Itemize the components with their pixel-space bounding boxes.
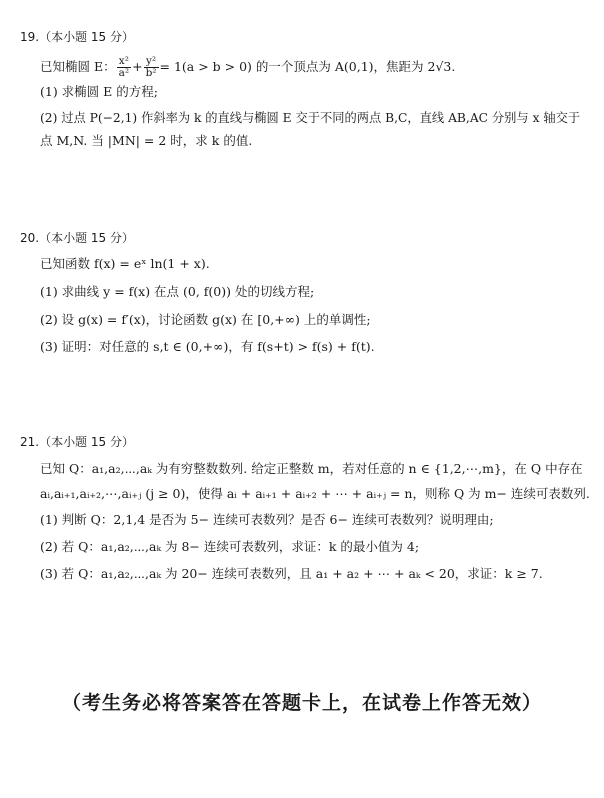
problem-21-q2: (2) 若 Q：a₁,a₂,⋯,aₖ 为 8− 连续可表数列，求证：k 的最小值为 4; — [40, 539, 420, 554]
fraction-x — [117, 56, 131, 79]
problem-20-q2: (2) 设 g(x) = f′(x)，讨论函数 g(x) 在 [0,+∞) 上的单调性; — [40, 312, 371, 327]
problem-21-stem-line2: aᵢ,aᵢ₊₁,aᵢ₊₂,⋯,aᵢ₊ⱼ (j ≥ 0)，使得 aᵢ + aᵢ₊₁ + aᵢ₊₂ + ⋯ + aᵢ₊ⱼ = n，则称 Q 为 m− 连续可表数列. — [40, 486, 590, 501]
problem-21-heading — [20, 434, 134, 450]
problem-21-q3: (3) 若 Q：a₁,a₂,⋯,aₖ 为 20− 连续可表数列，且 a₁ + a₂ + ⋯ + aₖ < 20，求证：k ≥ 7. — [40, 566, 543, 581]
problem-21-stem-line1: 已知 Q：a₁,a₂,⋯,aₖ 为有穷整数数列. 给定正整数 m，若对任意的 n ∈ {1,2,⋯,m}，在 Q 中存在 — [40, 461, 583, 476]
fraction-x-denominator: a² — [118, 67, 130, 79]
footer-notice: （考生务必将答案答在答题卡上，在试卷上作答无效） — [61, 692, 542, 714]
problem-20-q1: (1) 求曲线 y = f(x) 在点 (0, f(0)) 处的切线方程; — [40, 284, 315, 299]
problem-20-stem: 已知函数 f(x) = eˣ ln(1 + x). — [40, 256, 210, 271]
fraction-x-numerator: x² — [117, 56, 131, 68]
fraction-y — [144, 56, 159, 79]
problem-20-heading — [20, 230, 134, 246]
problem-19-q1: (1) 求椭圆 E 的方程; — [40, 84, 158, 99]
problem-19-heading — [20, 29, 134, 45]
stem-prefix: 已知椭圆 E： — [40, 59, 116, 74]
problem-21-q1: (1) 判断 Q：2,1,4 是否为 5− 连续可表数列？是否 6− 连续可表数列？说明理由; — [40, 512, 494, 527]
problem-21-head: 21.（本小题 15 分） — [20, 435, 134, 449]
stem-suffix: = 1(a > b > 0) 的一个顶点为 A(0,1)，焦距为 2√3. — [159, 59, 456, 74]
problem-19-q2-line1: (2) 过点 P(−2,1) 作斜率为 k 的直线与椭圆 E 交于不同的两点 B,C，直线 AB,AC 分别与 x 轴交于 — [40, 111, 581, 125]
fraction-y-denominator: b² — [145, 67, 157, 79]
problem-19-q2-line2: 点 M,N. 当 |MN| = 2 时，求 k 的值. — [40, 133, 253, 148]
plus-sign: + — [132, 59, 143, 74]
problem-19-stem — [40, 56, 455, 79]
fraction-y-numerator: y² — [144, 56, 159, 68]
problem-20-head: 20.（本小题 15 分） — [20, 231, 134, 245]
problem-19-head: 19.（本小题 15 分） — [20, 30, 134, 44]
problem-20-q3: (3) 证明：对任意的 s,t ∈ (0,+∞)，有 f(s+t) > f(s) + f(t). — [40, 339, 375, 354]
